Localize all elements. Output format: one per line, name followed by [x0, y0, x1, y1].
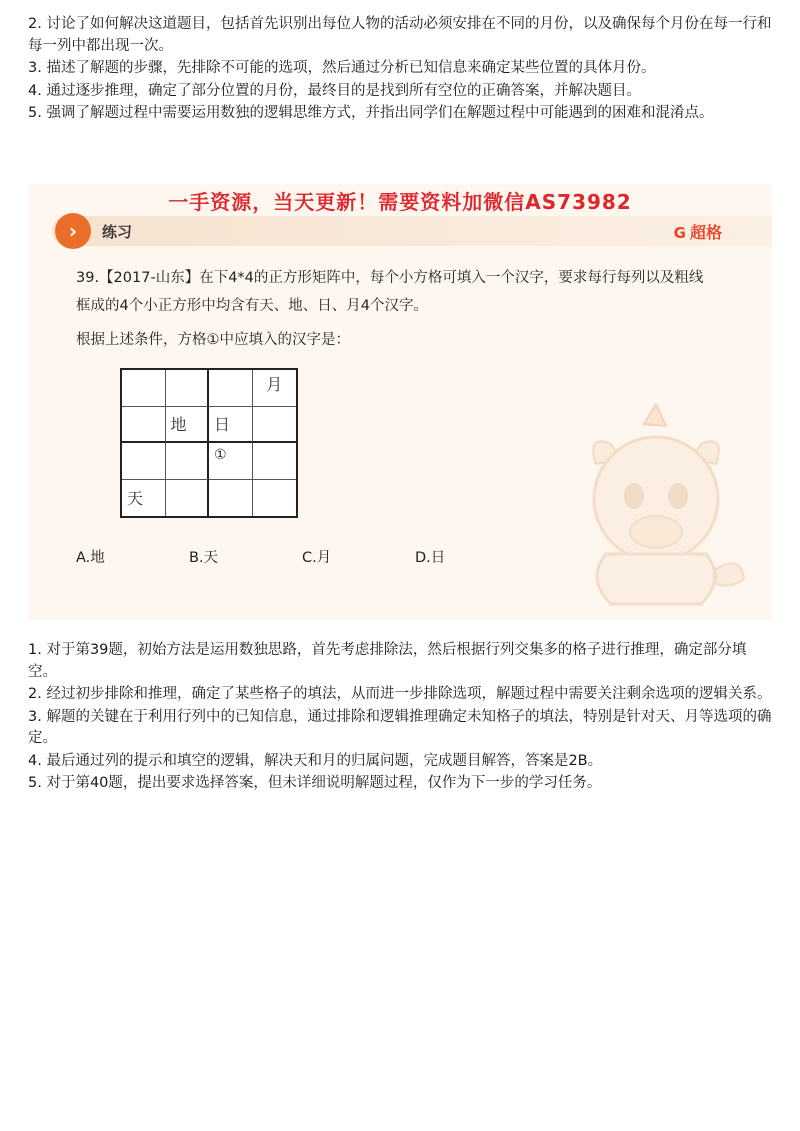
- grid-cell-target: ①: [209, 443, 253, 480]
- section-title: 练习: [102, 223, 133, 241]
- grid-cell: [166, 480, 210, 517]
- note-item: 2. 经过初步排除和推理，确定了某些格子的填法，从而进一步排除选项，解题过程中需要关注剩余选项的逻辑关系。: [28, 686, 772, 702]
- answer-options: [76, 546, 528, 567]
- grid-cell: [253, 443, 297, 480]
- brand-g-icon: G: [673, 224, 686, 242]
- grid-cell: [122, 407, 166, 444]
- lecture-slide: [28, 184, 772, 620]
- grid-cell: [253, 407, 297, 444]
- puzzle-grid: [120, 368, 298, 518]
- grid-cell: 地: [166, 407, 210, 444]
- grid-cell: [122, 443, 166, 480]
- grid-cell: 天: [122, 480, 166, 517]
- brand-name: 超格: [689, 223, 722, 242]
- option-a: A.地: [76, 550, 105, 566]
- grid-cell: [253, 480, 297, 517]
- option-b: B.天: [189, 550, 219, 566]
- grid-cell: [166, 370, 210, 407]
- question-text: [76, 264, 756, 320]
- grid-cell: 月: [253, 370, 297, 407]
- note-item: 4. 最后通过列的提示和填空的逻辑，解决天和月的归属问题，完成题目解答，答案是2B。: [28, 752, 603, 769]
- note-item: 1. 对于第39题，初始方法是运用数独思路，首先考虑排除法，然后根据行列交集多的格子进行推理，确定部分填空。: [28, 642, 747, 680]
- summary-notes-top: [28, 14, 772, 126]
- note-item: 2. 讨论了如何解决这道题目，包括首先识别出每位人物的活动必须安排在不同的月份，以及确保每个月份在每一行和每一列中都出现一次。: [28, 16, 772, 54]
- mascot-watermark-icon: [566, 404, 746, 614]
- grid-cell: [166, 443, 210, 480]
- question-prompt: 根据上述条件，方格①中应填入的汉字是：: [76, 332, 350, 348]
- note-item: 3. 描述了解题的步骤，先排除不可能的选项，然后通过分析已知信息来确定某些位置的具体月份。: [28, 60, 656, 76]
- brand-logo: [674, 220, 722, 243]
- question-line: 39.【2017-山东】在下4*4的正方形矩阵中，每个小方格可填入一个汉字，要求每行每列以及粗线: [76, 270, 704, 286]
- note-item: 3. 解题的关键在于利用行列中的已知信息，通过排除和逻辑推理确定未知格子的填法，特别是针对天、月等选项的确定。: [28, 708, 772, 746]
- chevron-right-icon: ›: [55, 213, 91, 249]
- question-line: 框成的4个小正方形中均含有天、地、日、月4个汉字。: [76, 298, 428, 314]
- option-d: D.日: [415, 550, 446, 566]
- grid-cell: [122, 370, 166, 407]
- header-bar: [52, 216, 772, 246]
- note-item: 5. 强调了解题过程中需要运用数独的逻辑思维方式，并指出同学们在解题过程中可能遇到的困难和混淆点。: [28, 105, 714, 121]
- grid-cell: 日: [209, 407, 253, 444]
- grid-cell: [209, 370, 253, 407]
- option-c: C.月: [302, 550, 332, 566]
- note-item: 4. 通过逐步推理，确定了部分位置的月份，最终目的是找到所有空位的正确答案，并解决题目。: [28, 82, 641, 99]
- promo-banner: 一手资源，当天更新！需要资料加微信AS73982: [168, 190, 632, 214]
- summary-notes-bottom: [28, 640, 772, 796]
- note-item: 5. 对于第40题，提出要求选择答案，但未详细说明解题过程，仅作为下一步的学习任务。: [28, 775, 602, 791]
- grid-cell: [209, 480, 253, 517]
